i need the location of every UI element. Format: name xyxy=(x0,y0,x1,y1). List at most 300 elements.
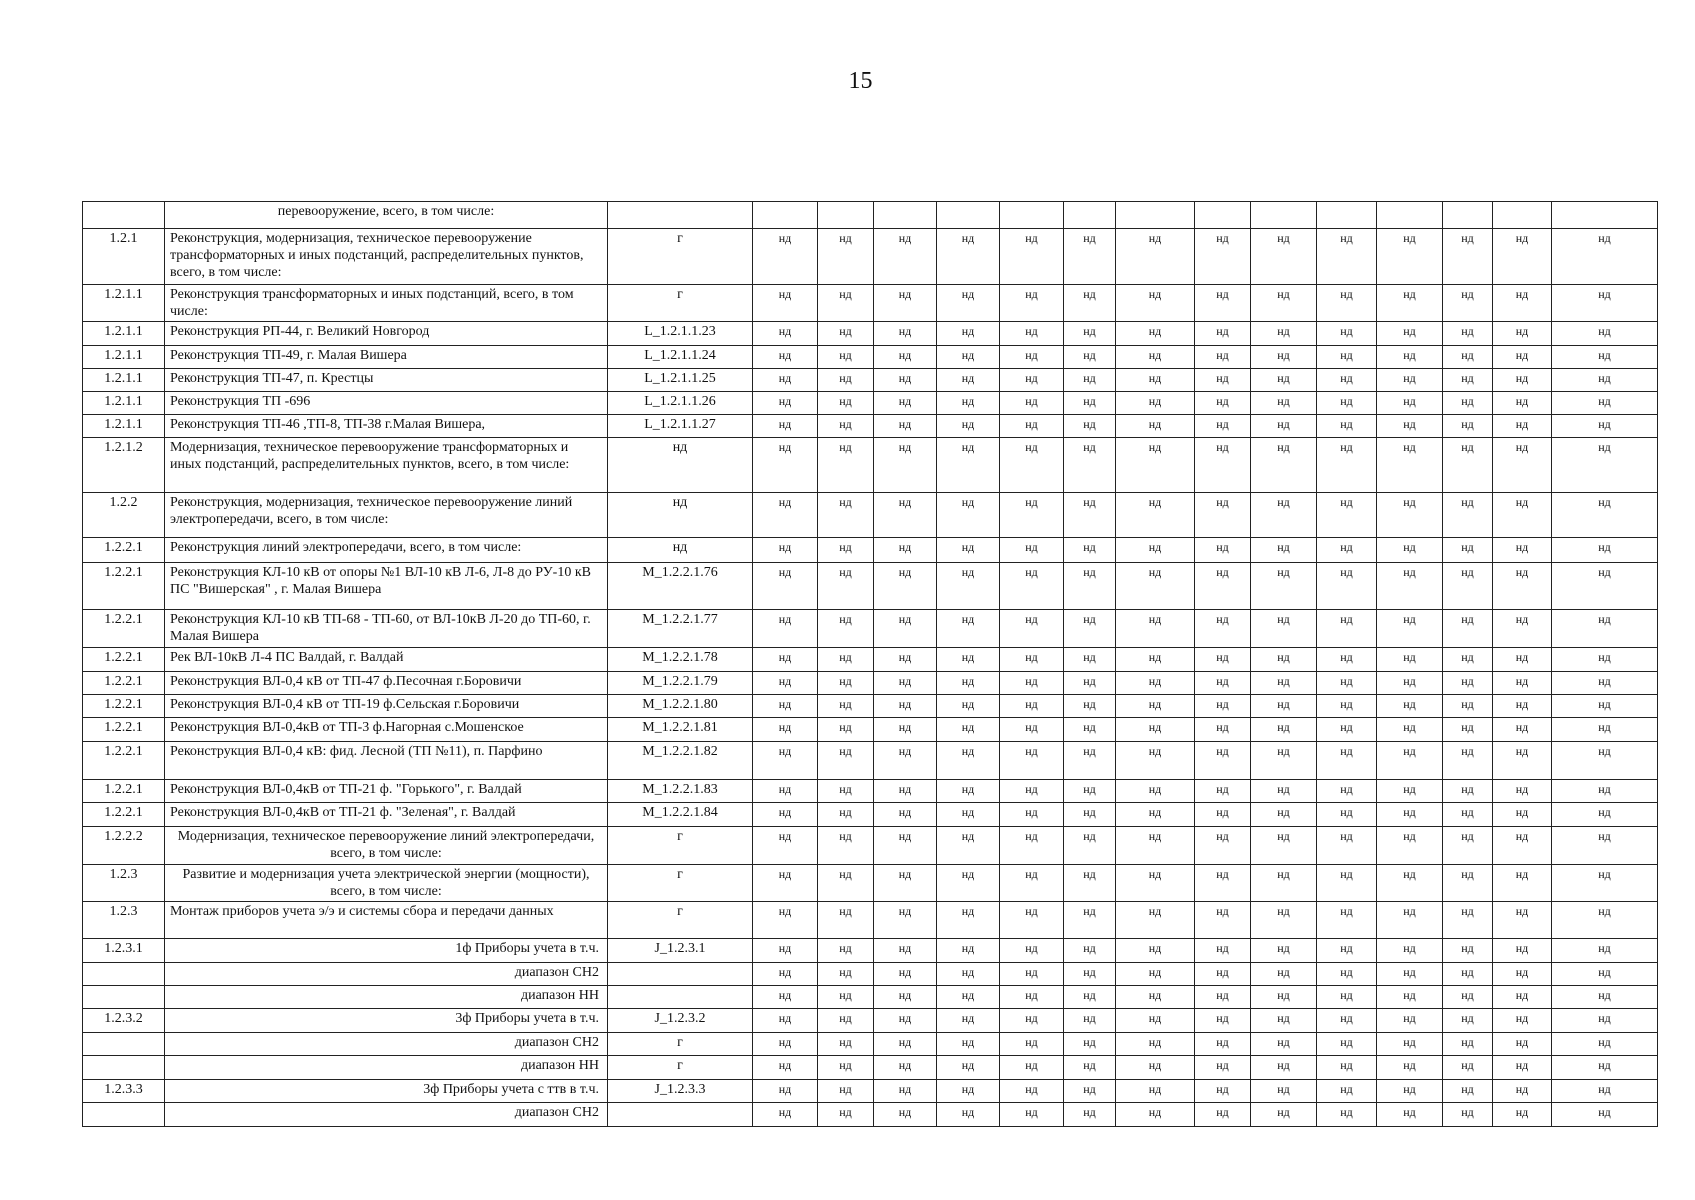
value-cell: нд xyxy=(937,803,1000,827)
value-cell: нд xyxy=(874,803,937,827)
row-title: Реконструкция КЛ-10 кВ от опоры №1 ВЛ-10 кВ Л-6, Л-8 до РУ-10 кВ ПС "Вишерская" , г. Малая Вишера xyxy=(165,563,608,610)
value-cell: нд xyxy=(874,827,937,865)
row-title: диапазон СН2 xyxy=(165,1033,608,1056)
value-cell: нд xyxy=(1552,695,1658,718)
value-cell: нд xyxy=(1000,939,1064,963)
value-cell: нд xyxy=(1195,718,1251,742)
value-cell: нд xyxy=(1000,346,1064,369)
value-cell: нд xyxy=(1317,803,1377,827)
value-cell: нд xyxy=(753,346,818,369)
value-cell: нд xyxy=(1443,672,1493,695)
value-cell: нд xyxy=(1251,1009,1317,1033)
value-cell: нд xyxy=(874,563,937,610)
value-cell: нд xyxy=(818,672,874,695)
value-cell: нд xyxy=(1317,392,1377,415)
value-cell: нд xyxy=(1317,1103,1377,1127)
row-title: 3ф Приборы учета в т.ч. xyxy=(165,1009,608,1033)
value-cell: нд xyxy=(1377,718,1443,742)
table-row xyxy=(83,346,1658,369)
value-cell: нд xyxy=(1116,1056,1195,1080)
row-number xyxy=(83,963,165,986)
value-cell: нд xyxy=(753,695,818,718)
value-cell: нд xyxy=(1195,438,1251,493)
row-number xyxy=(83,1056,165,1080)
value-cell: нд xyxy=(1064,865,1116,902)
value-cell: нд xyxy=(1251,718,1317,742)
value-cell: нд xyxy=(1443,438,1493,493)
value-cell: нд xyxy=(1195,285,1251,322)
row-title: Реконструкция ВЛ-0,4кВ от ТП-21 ф. "Зеленая", г. Валдай xyxy=(165,803,608,827)
project-code: M_1.2.2.1.81 xyxy=(608,718,753,742)
value-cell: нд xyxy=(1493,392,1552,415)
value-cell: нд xyxy=(818,718,874,742)
value-cell: нд xyxy=(1443,538,1493,563)
value-cell: нд xyxy=(874,986,937,1009)
value-cell: нд xyxy=(1064,415,1116,438)
value-cell: нд xyxy=(818,742,874,780)
value-cell: нд xyxy=(1000,865,1064,902)
value-cell: нд xyxy=(1317,563,1377,610)
value-cell: нд xyxy=(1251,229,1317,285)
row-title: Реконструкция, модернизация, техническое перевооружение трансформаторных и иных подстанций, распределительных пунктов, всего, в том числе: xyxy=(165,229,608,285)
value-cell: нд xyxy=(818,963,874,986)
value-cell: нд xyxy=(937,369,1000,392)
table-row xyxy=(83,648,1658,672)
value-cell: нд xyxy=(874,1056,937,1080)
value-cell: нд xyxy=(1000,369,1064,392)
value-cell: нд xyxy=(1064,1080,1116,1103)
value-cell: нд xyxy=(1443,718,1493,742)
value-cell: нд xyxy=(1552,1033,1658,1056)
value-cell: нд xyxy=(1116,718,1195,742)
value-cell: нд xyxy=(1377,672,1443,695)
value-cell: нд xyxy=(1552,963,1658,986)
value-cell: нд xyxy=(1064,939,1116,963)
table-row xyxy=(83,1056,1658,1080)
value-cell: нд xyxy=(818,827,874,865)
value-cell: нд xyxy=(818,803,874,827)
value-cell: нд xyxy=(1493,827,1552,865)
value-cell: нд xyxy=(937,865,1000,902)
value-cell: нд xyxy=(1195,415,1251,438)
value-cell: нд xyxy=(1443,1103,1493,1127)
value-cell: нд xyxy=(1195,742,1251,780)
project-code: L_1.2.1.1.24 xyxy=(608,346,753,369)
value-cell: нд xyxy=(1116,1033,1195,1056)
value-cell: нд xyxy=(1251,493,1317,538)
value-cell: нд xyxy=(1493,718,1552,742)
value-cell: нд xyxy=(1064,438,1116,493)
value-cell: нд xyxy=(1195,563,1251,610)
value-cell: нд xyxy=(1443,1009,1493,1033)
value-cell: нд xyxy=(1493,563,1552,610)
value-cell: нд xyxy=(1317,1080,1377,1103)
value-cell: нд xyxy=(1195,865,1251,902)
project-code xyxy=(608,986,753,1009)
value-cell: нд xyxy=(874,963,937,986)
value-cell: нд xyxy=(1251,563,1317,610)
value-cell: нд xyxy=(1116,827,1195,865)
value-cell: нд xyxy=(1443,392,1493,415)
row-title: диапазон НН xyxy=(165,1056,608,1080)
value-cell: нд xyxy=(1064,563,1116,610)
value-cell: нд xyxy=(1000,695,1064,718)
value-cell: нд xyxy=(1552,392,1658,415)
value-cell: нд xyxy=(1377,493,1443,538)
project-code: J_1.2.3.2 xyxy=(608,1009,753,1033)
row-title: Рек ВЛ-10кВ Л-4 ПС Валдай, г. Валдай xyxy=(165,648,608,672)
project-code xyxy=(608,963,753,986)
value-cell: нд xyxy=(818,939,874,963)
value-cell xyxy=(818,202,874,229)
value-cell: нд xyxy=(1116,672,1195,695)
value-cell: нд xyxy=(1317,963,1377,986)
value-cell: нд xyxy=(1064,803,1116,827)
value-cell: нд xyxy=(937,827,1000,865)
table-row xyxy=(83,718,1658,742)
value-cell: нд xyxy=(874,695,937,718)
value-cell: нд xyxy=(937,563,1000,610)
value-cell: нд xyxy=(818,493,874,538)
value-cell: нд xyxy=(1552,803,1658,827)
table-row xyxy=(83,742,1658,780)
row-title: диапазон СН2 xyxy=(165,963,608,986)
row-number: 1.2.3 xyxy=(83,902,165,939)
value-cell: нд xyxy=(1195,346,1251,369)
value-cell: нд xyxy=(1493,610,1552,648)
value-cell: нд xyxy=(753,742,818,780)
value-cell xyxy=(1443,202,1493,229)
value-cell: нд xyxy=(937,285,1000,322)
value-cell: нд xyxy=(1443,695,1493,718)
value-cell: нд xyxy=(1317,285,1377,322)
value-cell: нд xyxy=(1116,493,1195,538)
value-cell: нд xyxy=(1116,369,1195,392)
value-cell: нд xyxy=(1552,538,1658,563)
value-cell: нд xyxy=(1195,369,1251,392)
value-cell: нд xyxy=(1251,392,1317,415)
value-cell: нд xyxy=(874,229,937,285)
value-cell: нд xyxy=(1377,322,1443,346)
value-cell: нд xyxy=(1251,415,1317,438)
value-cell: нд xyxy=(818,986,874,1009)
value-cell: нд xyxy=(1000,1009,1064,1033)
value-cell: нд xyxy=(1116,438,1195,493)
row-number: 1.2.1 xyxy=(83,229,165,285)
value-cell: нд xyxy=(1377,648,1443,672)
value-cell: нд xyxy=(1443,648,1493,672)
table-row xyxy=(83,322,1658,346)
value-cell: нд xyxy=(1443,1080,1493,1103)
value-cell: нд xyxy=(1443,415,1493,438)
value-cell: нд xyxy=(937,672,1000,695)
value-cell: нд xyxy=(1493,1009,1552,1033)
value-cell: нд xyxy=(1377,229,1443,285)
value-cell: нд xyxy=(753,322,818,346)
value-cell: нд xyxy=(1317,538,1377,563)
row-title: диапазон НН xyxy=(165,986,608,1009)
table-row xyxy=(83,865,1658,902)
value-cell: нд xyxy=(1195,538,1251,563)
value-cell: нд xyxy=(1493,742,1552,780)
value-cell: нд xyxy=(1377,939,1443,963)
row-title: перевооружение, всего, в том числе: xyxy=(165,202,608,229)
value-cell: нд xyxy=(1064,1103,1116,1127)
value-cell: нд xyxy=(937,346,1000,369)
value-cell: нд xyxy=(1116,963,1195,986)
value-cell: нд xyxy=(1116,1103,1195,1127)
project-code xyxy=(608,1103,753,1127)
value-cell xyxy=(1000,202,1064,229)
value-cell: нд xyxy=(753,538,818,563)
value-cell: нд xyxy=(1195,1009,1251,1033)
value-cell: нд xyxy=(1251,610,1317,648)
table-row xyxy=(83,963,1658,986)
value-cell: нд xyxy=(1000,538,1064,563)
value-cell: нд xyxy=(753,803,818,827)
value-cell: нд xyxy=(937,493,1000,538)
value-cell: нд xyxy=(1116,695,1195,718)
table-row xyxy=(83,563,1658,610)
row-number: 1.2.2 xyxy=(83,493,165,538)
table-row xyxy=(83,780,1658,803)
value-cell: нд xyxy=(818,229,874,285)
row-number: 1.2.2.1 xyxy=(83,672,165,695)
value-cell: нд xyxy=(1493,695,1552,718)
project-code: L_1.2.1.1.23 xyxy=(608,322,753,346)
value-cell: нд xyxy=(1317,610,1377,648)
value-cell: нд xyxy=(1064,718,1116,742)
value-cell: нд xyxy=(753,369,818,392)
value-cell: нд xyxy=(1000,803,1064,827)
row-title: Реконструкция ТП-47, п. Крестцы xyxy=(165,369,608,392)
value-cell xyxy=(874,202,937,229)
value-cell: нд xyxy=(874,780,937,803)
value-cell: нд xyxy=(1493,1056,1552,1080)
value-cell: нд xyxy=(937,902,1000,939)
table-row xyxy=(83,672,1658,695)
value-cell: нд xyxy=(1064,392,1116,415)
value-cell: нд xyxy=(1317,939,1377,963)
value-cell: нд xyxy=(1552,229,1658,285)
value-cell xyxy=(1195,202,1251,229)
value-cell: нд xyxy=(1377,1080,1443,1103)
row-title: Реконструкция КЛ-10 кВ ТП-68 - ТП-60, от ВЛ-10кВ Л-20 до ТП-60, г. Малая Вишера xyxy=(165,610,608,648)
value-cell: нд xyxy=(874,1103,937,1127)
row-number: 1.2.2.2 xyxy=(83,827,165,865)
value-cell: нд xyxy=(1493,285,1552,322)
value-cell: нд xyxy=(1377,369,1443,392)
value-cell: нд xyxy=(1493,1033,1552,1056)
value-cell: нд xyxy=(753,493,818,538)
value-cell: нд xyxy=(818,1056,874,1080)
value-cell: нд xyxy=(1493,963,1552,986)
value-cell: нд xyxy=(1116,742,1195,780)
value-cell: нд xyxy=(1552,415,1658,438)
value-cell: нд xyxy=(1552,939,1658,963)
row-title: Реконструкция ВЛ-0,4кВ от ТП-3 ф.Нагорная с.Мошенское xyxy=(165,718,608,742)
value-cell: нд xyxy=(1377,610,1443,648)
row-number: 1.2.3.2 xyxy=(83,1009,165,1033)
table-row xyxy=(83,1009,1658,1033)
value-cell: нд xyxy=(1552,865,1658,902)
project-code: J_1.2.3.3 xyxy=(608,1080,753,1103)
value-cell: нд xyxy=(1317,986,1377,1009)
value-cell: нд xyxy=(1317,742,1377,780)
row-number xyxy=(83,1033,165,1056)
row-title: Реконструкция ВЛ-0,4 кВ от ТП-19 ф.Сельская г.Боровичи xyxy=(165,695,608,718)
value-cell: нд xyxy=(753,902,818,939)
project-code: M_1.2.2.1.79 xyxy=(608,672,753,695)
project-code: г xyxy=(608,1056,753,1080)
value-cell: нд xyxy=(1552,672,1658,695)
value-cell: нд xyxy=(818,538,874,563)
value-cell: нд xyxy=(1116,610,1195,648)
value-cell: нд xyxy=(1493,438,1552,493)
value-cell: нд xyxy=(1000,672,1064,695)
value-cell: нд xyxy=(1116,780,1195,803)
value-cell: нд xyxy=(1377,1056,1443,1080)
value-cell: нд xyxy=(1552,718,1658,742)
value-cell: нд xyxy=(753,865,818,902)
project-code xyxy=(608,202,753,229)
project-code: M_1.2.2.1.82 xyxy=(608,742,753,780)
value-cell: нд xyxy=(1195,610,1251,648)
value-cell: нд xyxy=(1552,1056,1658,1080)
value-cell: нд xyxy=(818,438,874,493)
value-cell: нд xyxy=(1443,563,1493,610)
value-cell: нд xyxy=(1552,493,1658,538)
value-cell: нд xyxy=(1317,438,1377,493)
value-cell: нд xyxy=(1493,672,1552,695)
row-number: 1.2.3 xyxy=(83,865,165,902)
value-cell: нд xyxy=(753,229,818,285)
value-cell: нд xyxy=(818,563,874,610)
value-cell: нд xyxy=(1195,1103,1251,1127)
value-cell: нд xyxy=(1251,538,1317,563)
value-cell: нд xyxy=(874,392,937,415)
value-cell xyxy=(1064,202,1116,229)
value-cell: нд xyxy=(1116,1009,1195,1033)
value-cell: нд xyxy=(1377,963,1443,986)
value-cell: нд xyxy=(1000,285,1064,322)
table-row xyxy=(83,939,1658,963)
row-title: Реконструкция ТП-49, г. Малая Вишера xyxy=(165,346,608,369)
value-cell: нд xyxy=(874,1009,937,1033)
value-cell: нд xyxy=(1000,438,1064,493)
value-cell: нд xyxy=(818,902,874,939)
value-cell: нд xyxy=(937,1033,1000,1056)
value-cell: нд xyxy=(874,610,937,648)
value-cell: нд xyxy=(1493,415,1552,438)
value-cell: нд xyxy=(1443,1033,1493,1056)
value-cell: нд xyxy=(1116,563,1195,610)
value-cell xyxy=(1317,202,1377,229)
table-row xyxy=(83,538,1658,563)
value-cell: нд xyxy=(937,742,1000,780)
value-cell: нд xyxy=(1552,902,1658,939)
table-row xyxy=(83,415,1658,438)
value-cell: нд xyxy=(1317,1056,1377,1080)
value-cell: нд xyxy=(874,346,937,369)
value-cell: нд xyxy=(874,902,937,939)
value-cell: нд xyxy=(1251,902,1317,939)
value-cell: нд xyxy=(1000,392,1064,415)
row-title: Реконструкция трансформаторных и иных подстанций, всего, в том числе: xyxy=(165,285,608,322)
value-cell: нд xyxy=(1317,718,1377,742)
value-cell: нд xyxy=(1493,865,1552,902)
value-cell: нд xyxy=(1251,1056,1317,1080)
value-cell: нд xyxy=(1000,648,1064,672)
value-cell: нд xyxy=(1064,1056,1116,1080)
value-cell: нд xyxy=(1552,827,1658,865)
value-cell: нд xyxy=(1064,695,1116,718)
value-cell: нд xyxy=(1493,902,1552,939)
table-row xyxy=(83,827,1658,865)
table-row xyxy=(83,438,1658,493)
value-cell: нд xyxy=(753,672,818,695)
value-cell: нд xyxy=(753,438,818,493)
table-row xyxy=(83,369,1658,392)
table-row xyxy=(83,803,1658,827)
value-cell: нд xyxy=(1251,648,1317,672)
value-cell: нд xyxy=(1000,610,1064,648)
value-cell: нд xyxy=(1443,493,1493,538)
value-cell: нд xyxy=(1116,538,1195,563)
value-cell: нд xyxy=(753,1080,818,1103)
value-cell: нд xyxy=(1116,285,1195,322)
value-cell: нд xyxy=(1443,803,1493,827)
value-cell: нд xyxy=(1195,493,1251,538)
value-cell: нд xyxy=(1377,986,1443,1009)
project-code: нд xyxy=(608,493,753,538)
project-code: L_1.2.1.1.25 xyxy=(608,369,753,392)
value-cell: нд xyxy=(1000,780,1064,803)
value-cell: нд xyxy=(1317,493,1377,538)
row-title: Модернизация, техническое перевооружение трансформаторных и иных подстанций, распределительных пунктов, всего, в том числе: xyxy=(165,438,608,493)
row-number: 1.2.2.1 xyxy=(83,803,165,827)
value-cell: нд xyxy=(1493,1080,1552,1103)
value-cell: нд xyxy=(1377,742,1443,780)
value-cell: нд xyxy=(1000,322,1064,346)
value-cell: нд xyxy=(874,672,937,695)
value-cell: нд xyxy=(1493,939,1552,963)
value-cell: нд xyxy=(1064,610,1116,648)
value-cell: нд xyxy=(874,939,937,963)
value-cell xyxy=(937,202,1000,229)
value-cell: нд xyxy=(1317,672,1377,695)
value-cell: нд xyxy=(1195,780,1251,803)
value-cell: нд xyxy=(874,742,937,780)
value-cell: нд xyxy=(1317,369,1377,392)
table-row xyxy=(83,1080,1658,1103)
value-cell: нд xyxy=(1317,1009,1377,1033)
value-cell: нд xyxy=(1251,1033,1317,1056)
value-cell: нд xyxy=(1443,742,1493,780)
value-cell: нд xyxy=(1317,648,1377,672)
value-cell: нд xyxy=(1000,1033,1064,1056)
value-cell: нд xyxy=(1552,1080,1658,1103)
value-cell: нд xyxy=(874,718,937,742)
value-cell: нд xyxy=(937,1009,1000,1033)
value-cell: нд xyxy=(1251,438,1317,493)
row-title: Реконструкция ВЛ-0,4 кВ от ТП-47 ф.Песочная г.Боровичи xyxy=(165,672,608,695)
row-number: 1.2.1.1 xyxy=(83,322,165,346)
value-cell: нд xyxy=(1251,672,1317,695)
value-cell: нд xyxy=(1251,939,1317,963)
value-cell: нд xyxy=(1377,803,1443,827)
value-cell: нд xyxy=(1317,322,1377,346)
